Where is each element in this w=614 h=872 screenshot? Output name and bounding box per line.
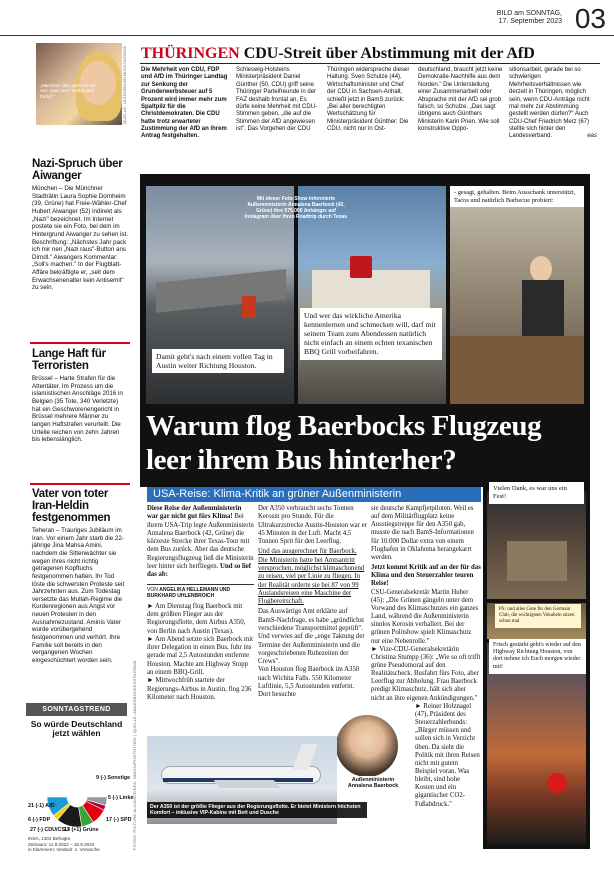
caption-instagram: Mit dieser Foto-Show informierte Außenministerin Annalena Baerbock (42, Grüne) ihre 575.000 Anhänger auf Instagram über ihren Roadtrip durch Texas xyxy=(244,196,348,220)
main-article-highlight-text: Jetzt kommt Kritik auf an der für das Klima und den Steuerzahler teuren Reise! xyxy=(371,564,481,588)
thueringen-col-4: deutschland, braucht jetzt keine Demokratie-Nachhilfe aus dem Norden." Die Unterstellung einer Zusammenarbeit oder Absprache mit der AfD sei grob falsch, so Schulze. „Das sagt übrigens auch Günthers Ministerin Karin Prien. Wie soll konstruktive Oppo- xyxy=(418,67,503,132)
caption-thanks: Vielen Dank, es war uns ein Fest! xyxy=(489,482,584,504)
sidebar-item-headline: Vater von toter Iran-Heldin festgenommen xyxy=(32,488,111,525)
photo-bar xyxy=(450,186,584,404)
main-headline xyxy=(146,410,541,478)
sidebar-item-headline: Nazi-Spruch über Aiwanger xyxy=(32,158,123,183)
photo-airbus-wing xyxy=(214,780,281,788)
photo-credits: FOTOS: PICTURE ALLIANCE/DPA; IMAGO/PHOTOTHEK | QUELLE: ABAERBOCK/INSTAGRAM xyxy=(132,660,137,850)
poll-label-spd: 17 (-) SPD xyxy=(106,817,132,823)
main-article-paragraph: Das Auswärtige Amt erklärte auf BamS-Nachfrage, es habe „gründlichst verschiedene Transportmittel geprüft". Und verwies auf die „enge Taktung der Termine der Außenministerin und die vorgeschriebenen Ruhezeiten der Crews". xyxy=(258,608,365,666)
main-article-paragraph: ► Am Abend setzte sich Baerbock mit ihrer Delegation in einen Bus, fuhr ins gerade mal 2,5 Autostunden entfernte Houston. Machte am Highway Stopp an einem BBQ-Grill. xyxy=(147,635,254,676)
poll-chart xyxy=(26,745,134,833)
main-article-paragraph: Und das ausgerechnet für Baerbock. Die Ministerin hatte bei Amtsantritt versprochen, möglichst klimaschonend zu reisen, viel per Linie zu fliegen. In der Realität orderte sie bei 87 von 99 Auslandsreisen eine Maschine der Flugbereitschaft. xyxy=(258,548,365,606)
photo-club xyxy=(487,491,586,599)
sonntagstrend-title: So würde Deutschland jetzt wählen xyxy=(30,719,123,739)
sonntagstrend-label: SONNTAGSTREND xyxy=(26,703,127,716)
thueringen-col-5-text: sitionsarbeit, gerade bei so schwierigen Mehrheitsverhältnissen wie derzeit in Thüringen, möglich sein, wenn CDU-Anträge nicht mal mehr zur Abstimmung gestellt werden dürfen?" Auch CDU-Chef Friedrich Merz (67) stellte sich hinter den Landesverband. xyxy=(509,67,590,140)
main-article-lead-bold: Diese Reise der Außenministerin war gar nicht gut fürs Klima! xyxy=(147,505,242,521)
sidebar-item-terror xyxy=(32,348,128,444)
right-photo-strip xyxy=(483,487,590,849)
main-article-paragraph: ► Mittwochfrüh startete der Regierungs-Airbus in Austin, flog 236 Kilometer nach Houston. xyxy=(147,677,252,701)
caption-germain: PS: und alles Gute für den Germain Club, die wichtigsten Vokabeln sitzen schon mal xyxy=(495,604,581,628)
sidebar-item-text: München – Die Münchner Stadträtin Laura Sophie Dornheim (39, Grüne) hat Freie-Wähler-Chef Hubert Aiwanger (52) indirekt als „Nazi" bezeichnet. Im Internet postete sie ein Foto, bei dem im Hintergrund Aiwanger zu sehen ist. Beschriftung: „Nächstes Jahr pack ich mir nen „Nazi raus"-Button ans Dirndl." Aiwangers Kommentar: „Soll's machen." In der Flugblatt-Affäre bekräftigte er, „seit dem Erwachsenenalter kein Antisemit" zu sein. xyxy=(32,185,128,292)
thueringen-lead: Die Mehrheit von CDU, FDP und AfD im Thüringer Landtag zur Senkung der Grunderwerbsteuer auf 5 Prozent wird immer mehr zum Spaltpilz für die Christdemokraten. Die CDU hatte trotz erwarteter Zustimmung der AfD an ihrem Antrag festgehalten. xyxy=(141,67,228,140)
subheadline-bar: USA-Reise: Klima-Kritik an grüner Außenministerin xyxy=(147,487,481,502)
caption-highway: Damit geht's nach einem vollen Tag in Austin weiter Richtung Houston. xyxy=(152,349,284,373)
thueringen-headline: CDU-Streit über Abstimmung mit der AfD xyxy=(243,45,535,62)
publication-date: 17. September 2023 xyxy=(498,18,562,26)
sidebar-item-iran xyxy=(32,488,128,664)
main-article-paragraph: CSU-Generalsekretär Martin Huber (45): „Die Grünen gängeln unter dem Vorwand des Klimaschutzes ein ganzes Land, während die Außenministerin sinnlos Kerosin verballert. Bei der grünen Politshow spielt Klimaschutz nur eine Nebenrolle." xyxy=(371,588,479,645)
sidebar-photo xyxy=(36,43,122,125)
sidebar-photo-credit: QUELLE: LESDORNHEIM/INSTAGRAM xyxy=(122,46,127,124)
main-article-paragraph: Von Houston flog Baerbock im A350 nach Wichita Falls. 550 Kilometer Luftlinie, 5,5 Autostunden entfernt. Dort besuchte xyxy=(258,666,360,699)
poll-label-sonstige: 9 (-) Sonstige xyxy=(96,775,131,781)
poll-label-afd: 21 (-1) AfD xyxy=(28,803,55,809)
caption-bar: - gesagt, gehalten. Beim Ausschank unterstützt, Tacos und natürlich Barbecue probiert: xyxy=(450,186,584,207)
main-article-lead-text: Bei ihrem USA-Trip legte Außenministerin Annalena Baerbock (42, Grüne) die kürzeste Strecke ihrer Texas-Tour mit dem Bus zurück. Aber das deutsche Regierungsflugzeug ließ die Ministerin leer hinter sich herfliegen. xyxy=(147,513,254,570)
sidebar-item-text: Teheran – Trauriges Jubiläum im Iran. Vor einem Jahr starb die 22-jährige Jina Mahsa Amini, nachdem die Sittenwächter sie wegen ihres nicht richtig getragenen Kopftuchs festgenommen hatten. Ihr Tod löste die schwersten Proteste seit Jahrzehnten aus. Zum Todestag versetzte das Mullah-Regime die Kurdenregionen aus Angst vor neuen Protesten in den Ausnahmezustand. Aminis Vater wurde vorübergehend festgenommen und verhört. Ihre Familie soll bereits in den vergangenen Wochen eingeschüchtert worden sein. xyxy=(32,527,125,664)
byline xyxy=(147,584,254,599)
main-headline-line-2: leer ihrem Bus hinterher? xyxy=(146,443,457,476)
sidebar-divider xyxy=(30,483,130,485)
main-article-paragraph: ► Reiner Holznagel (47), Präsident des Steuerzahlerbunds: „Bürger müssen und sollen sich in Verzicht üben. Da sieht die Politik mit ihren Reisen nicht mit gutem Beispiel voran. Was bleibt, sind hohe Kosten und ein gigantischer CO2-Fußabdruck." xyxy=(415,702,480,808)
publication-name: BILD am SONNTAG, xyxy=(496,10,562,17)
poll-label-grne: 13 (+1) Grüne xyxy=(64,827,99,833)
main-article-col-1 xyxy=(147,505,254,702)
photo-panel xyxy=(140,174,590,418)
poll-label-linke: 5 (-) Linke xyxy=(108,795,134,801)
main-article-highlight xyxy=(371,564,481,588)
photo-highway-road xyxy=(156,269,286,313)
caption-houston: Frisch gestärkt geht's wieder auf den Highway Richtung Houston, von dort nehme ich Euch morgen wieder mit! xyxy=(489,639,586,674)
poll-label-cducsu: 27 (-) CDU/CSU xyxy=(30,827,69,833)
portrait-baerbock xyxy=(334,713,400,779)
sidebar-item-nazi xyxy=(32,158,128,292)
poll-footnote-line: INSA, 1304 Befragte, xyxy=(28,836,72,841)
photo-bar-counter xyxy=(450,336,584,404)
poll-footnote-line: in Klammern: Verändr. z. Vorwoche xyxy=(28,847,100,852)
photo-bar-face xyxy=(530,256,552,282)
poll-footnote-line: Zeitraum: 11.9.2022 – 15.9.2022 xyxy=(28,841,95,847)
thueringen-kicker: THÜRINGEN xyxy=(141,45,240,62)
main-article-paragraph: ► Vize-CDU-Generalsekretärin Christina Stumpp (36): „Wie so oft trifft grüne Pseudomoral auf den Realitätscheck. Busfahrt fürs Foto, aber Leerflug zur Abholung. Frau Baerbock predigt Klimaschutz, hält sich aber nicht an ihre eigenen Ankündigungen." xyxy=(371,645,481,702)
main-article-paragraph: Der A350 verbraucht sechs Tonnen Kerosin pro Stunde. Für die Ultrakurzstrecke Austin-Houston war er 45 Minuten in der Luft. Macht 4,5 Tonnen Sprit für den Leerflug. xyxy=(258,505,367,546)
caption-airbus: Der A350 ist der größte Flieger aus der Regierungsflotte. Er bietet Ministern höchsten Komfort – inklusive VIP-Kabine mit Bett und Dusche xyxy=(147,802,367,818)
thueringen-col-5 xyxy=(509,67,597,141)
photo-sunset-sign xyxy=(547,773,567,793)
photo-highway-sign xyxy=(242,296,256,318)
header-divider xyxy=(0,35,614,36)
publication-info xyxy=(497,10,562,26)
sidebar-item-headline: Lange Haft für Terroristen xyxy=(32,348,106,373)
poll-footnote xyxy=(28,836,128,853)
thueringen-signature: eas xyxy=(587,133,597,140)
thueringen-col-3: Thüringen widerspreche dieser Haltung. Sven Schulze (44), Wirtschaftsminister und Chef der CDU in Sachsen-Anhalt, schießt jetzt in BamS zurück: „Bei aller berechtigten Wertschätzung für Ministerpräsident Günther: Die CDU, nicht nur in Ost- xyxy=(327,67,410,132)
page-header xyxy=(0,0,614,36)
main-headline-line-1: Warum flog Baerbocks Flugzeug xyxy=(146,410,542,442)
thueringen-title xyxy=(141,44,535,64)
main-article-lead-end: Und so lief das ab: xyxy=(147,562,252,579)
main-article-paragraph: sie deutsche Kampfjetpiloten. Weil es auf dem Militärflugplatz keine Ausstiegstreppe für den A350 gab, musste die nach BamS-Informationen für 10.000 Dollar extra von einem Flughafen in Oklahoma herangekarrt werden. xyxy=(371,505,474,561)
sidebar-divider xyxy=(30,342,130,344)
photo-club-crowd xyxy=(507,541,567,581)
main-article-paragraph: ► Am Dienstag flog Baerbock mit dem größten Flieger aus der Regierungsflotte, dem Airbus A350, von Berlin nach Austin (Texas). xyxy=(147,602,246,635)
byline-authors: ANGELIKA HELLEMANN UND BURKHARD UHLENBROICH xyxy=(147,586,231,599)
sidebar-item-text: Brüssel – Harte Strafen für die Attentäter. Im Prozess um die islamistischen Anschläge 2016 in Belgien (35 Tote, 340 Verletzte) hat ein Geschworenengericht in Brüssel mehrere Männer zu langen Haftstrafen verurteilt. Die Urteile reichen von zehn Jahren bis lebenslänglich. xyxy=(32,375,123,444)
byline-prefix: VON xyxy=(147,586,158,593)
thueringen-rule xyxy=(140,63,600,64)
main-article-col-2 xyxy=(258,505,367,699)
caption-bbq: Und wer das wirkliche Amerika kennenlernen und schmecken will, darf mit seinem Team zum Abendessen natürlich nicht einfach an einem echten texanischen BBQ Grill vorbeifahren. xyxy=(300,308,442,360)
photo-store-sign xyxy=(350,256,372,278)
caption-portrait: Außenministerin Annalena Baerbock xyxy=(338,776,408,790)
poll-label-fdp: 6 (-) FDP xyxy=(28,817,51,823)
thueringen-col-2: Schleswig-Holsteins Ministerpräsident Daniel Günther (50, CDU) griff seine Thüringer Parteifreunde in der FAZ deshalb frontal an. Es dürfe keine Mehrheit mit CDU-Stimmen geben, „die auf die Stimmen der AfD angewiesen ist". Das Vorgehen der CDU xyxy=(236,67,318,132)
page-number: 03 xyxy=(574,3,606,34)
sidebar-photo-caption: „Nächstes Jahr pack ich mir nen „Nazi raus"-Button ans Dirndl." xyxy=(40,83,96,99)
main-article-lead xyxy=(147,505,254,580)
